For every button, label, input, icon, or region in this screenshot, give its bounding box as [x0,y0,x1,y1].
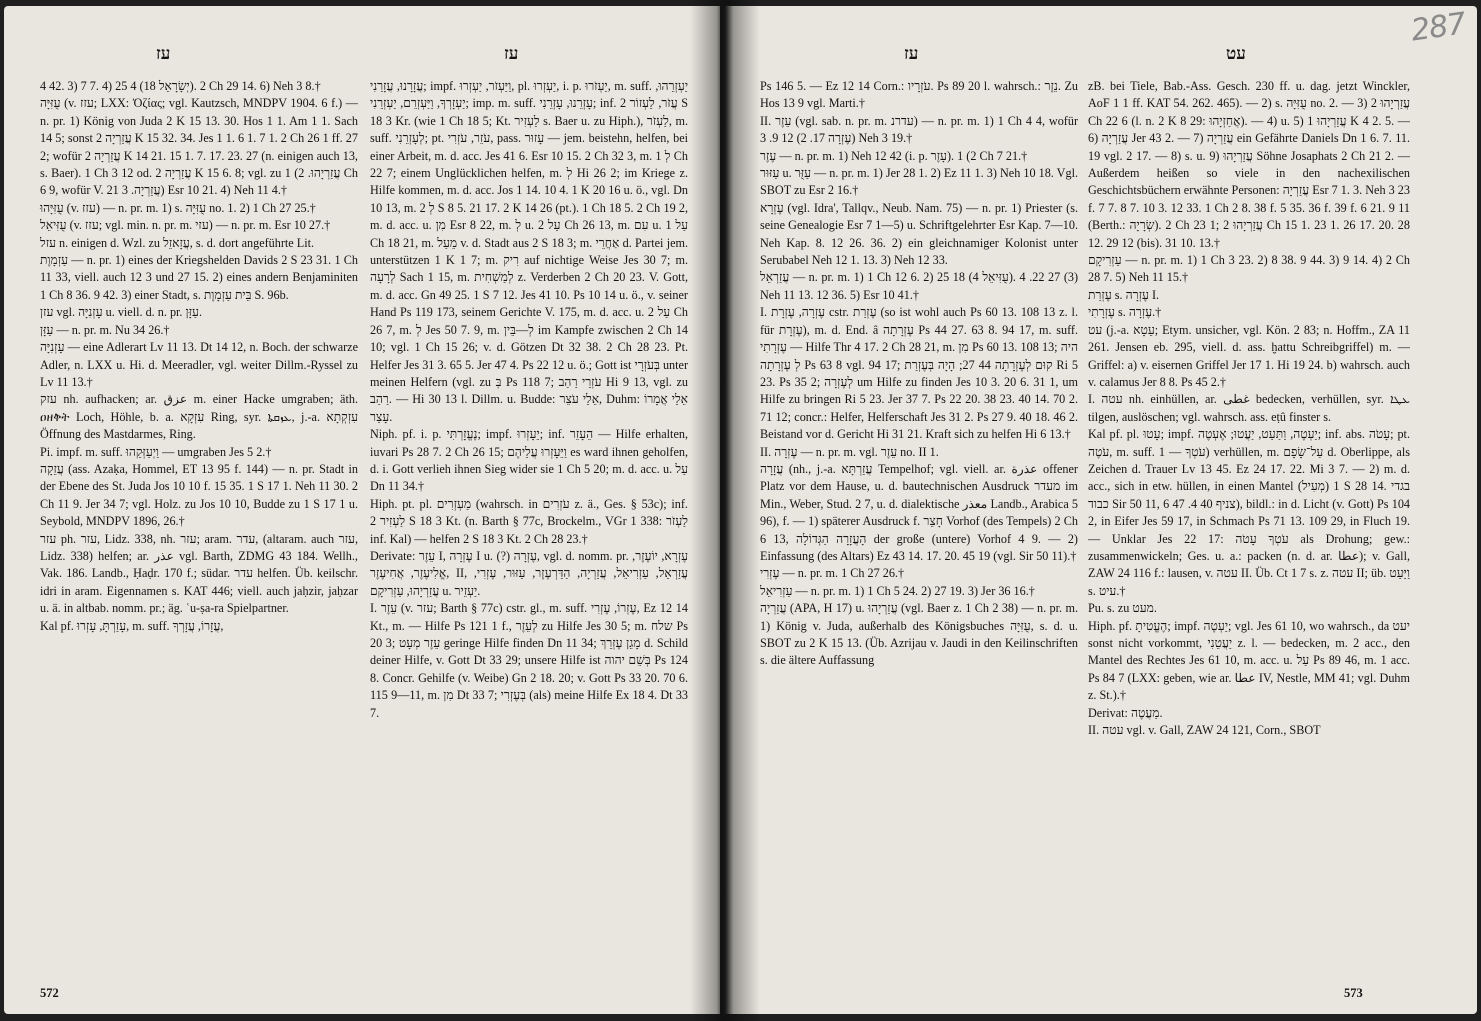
entry: Hiph. pf. הֶעֱטִיתָ; impf. יַעְטֶה; vgl. Jes 61 10, wo wahrsch., da יעט sonst nicht vorkommt, יַעֲטֵנִי z. l. — bedecken, m. 2 acc., den Mantel des Rechtes Jes 61 10, m. acc. u. עַל Ps 89 46, m. 1 acc. Ps 84 7 (LXX: geben, wie ar. عطا IV, Nestle, MM 41; vgl. Duhm z. St.).† [1088,618,1411,703]
entry: II. עֵזֶר (vgl. sab. n. pr. m. עדרנ) — n. pr. m. 1) 1 Ch 4 4, wofür עֶזְרָה 17. 2) 12 9. 3) Neh 3 19.† [760,113,1079,146]
entry: עֻזִּיאֵל (v. עזז; vgl. min. n. pr. m. עזי) — n. pr. m. Esr 10 27.† [40,218,331,233]
entry: Hiph. pt. pl. מַעְזְרִים (wahrsch. in עֹזְרִים z. ä., Ges. § 53c); inf. לַעְזִיר 2 S 18 3 Kt. (n. Barth § 77c, Brockelm., VGr 1 338: לַעְזֹר inf. Kal) — helfen 2 S 18 3 Kt. 2 Ch 28 23.† [370,496,688,546]
right-page-column-2 [1088,78,1410,739]
entry: Derivat: מַעֲטֶה. [1088,705,1163,720]
entry: עֲזַרְאֵל — n. pr. m. 1) 1 Ch 12 6. 2) 25 18 (4 עֻזִּיאֵל). 3) 27 22. 4) Neh 11 13. 12 36. 5) Esr 10 41.† [760,270,1079,302]
right-page [724,6,1477,1014]
entry: עֻזִּיָּה (v. עזז; LXX: Ὀζίας; vgl. Kautzsch, MNDPV 1904. 6 f.) — n. pr. 1) König von Juda 2 K 15 13. 30. Hos 1 1. Am 1 1. Sach 14 5; sonst עֲזַרְיָה 2 K 15 32. 34. Jes 1 1. 6 1. 7 1. 2 Ch 26 1 ff. 27 2; wofür עֲזַרְיָה 2 K 14 21. 15 1. 7. 17. 23. 27 (n. einigen auch 13, s. Baer). 1 Ch 3 12 od. עֲזַרְיָה 2 K 15 6. 8; vgl. zu עֲזַרְיָהוּ. 2) 1 Ch 6 9, wofür V. 21 עֲזַרְיָה. 3) Esr 10 21. 4) Neh 11 4.† [40,96,359,198]
entry: עַזְרִיקָם — n. pr. m. 1) 1 Ch 3 23. 2) 8 38. 9 44. 3) 9 14. 4) 2 Ch 28 7. 5) Neh 11 15.† [1088,253,1410,285]
entry: עֻזִּיָּהוּ (v. עזז) — n. pr. m. 1) s. עֻזִּיָּה no. 1. 2) 1 Ch 27 25.† [40,200,316,215]
entry: II. עטה vgl. v. Gall, ZAW 24 121, Corn., SBOT [1088,723,1321,738]
entry: עֶזְרִי — n. pr. m. 1 Ch 27 26.† [760,566,905,581]
left-page [4,6,720,1014]
left-page-column-2 [370,78,688,722]
entry: עֶזֶר — n. pr. m. 1) Neh 12 42 (i. p. עָזֶר). 2) 1 Ch 7 21.† [760,148,1028,163]
right-page-column-1 [760,78,1078,670]
entry: zB. bei Tiele, Bab.-Ass. Gesch. 230 ff. u. dag. jetzt Winckler, AoF 1 1 ff. KAT 54. 262. 465). — 2) s. עֻזִּיָּה no. 2. — 3) עֲזַרְיָהוּ 2 Ch 22 6 (l. n. 2 K 8 29: אֲחַזְיָהוּ). — 4) u. 5) עֲזַרְיָהוּ 1 K 4 2. 5. — 6) עֲזַרְיָה Jer 43 2. — 7) עֲזַרְיָה ein Gefährte Daniels Dn 1 6. 7. 11. 19 vgl. 2 17. — 8) s. u. 9) עֲזַרְיָהוּ Söhne Josaphats 2 Ch 21 2. — Außerdem heißen so viele in den nachexilischen Geschichtsbüchern erwähnte Personen: עֲזַרְיָה Esr 7 1. 3. Neh 3 23 f. 7 7. 8 7. 10 3. 12 33. 1 Ch 2 8. 38 f. 5 35. 36 f. 39 f. 6 21. 9 11 (Berth.: שְׂרָיָה). 2 Ch 23 1; עֲזַרְיָהוּ 2 Ch 15 1. 23 1. 26 17. 20. 28 12. 29 12 (bis). 31 10. 13.† [1088,79,1411,250]
left-page-header-left: עז [156,44,171,64]
entry: Derivate: עֵזֶר I, עֶזְרָה I u. (?) עֶזְרָה, vgl. d. nomm. pr. עֶזְרָא, יוֹעֶזֶר, אֱלִיעֶזֶר, אֲחִיעֶזֶר, II, עֲזַרְאֵל, עַזְרִיאֵל, עֲזַרְיָה, הַדַּרְעֶזֶר, עַזּוּר, עֶזְרִי, עֲזַרְיָהוּ, עַזְרִיקָם u. יַעְזֵיר. [370,548,689,598]
entry: II. עֶזְרָה — n. pr. m. vgl. עֵזֶר no. II 1. [760,444,939,459]
entry: עֲזָרָנוּ, עֲזָרַנִי; impf. וַיַּעְזֹר, יַעְזְרוּ, pl. יַעְזְרוּ, i. p. יַעְזֹרוּ, m. suff. יַעְזְרֵהוּ, יַעְזָרְךָ, וַיַּעְזְרֵם, יַעְזְרֵנִי; imp. m. suff. עָזְרֵנוּ, עָזְרֵנִי; inf. עֲזֹר, לַעְזוֹר 2 S 18 3 Kr. (wie 1 Ch 18 5; Kt. לַעְזִיר s. Baer u. zu Hiph.), לַעְזֹר, m. suff. לְעָזְרֵנִי; pt. עֹזֵר, עֹזְרִי, pass. עָזוּר — jem. beistehn, helfen, bei einer Arbeit, m. d. acc. Jes 41 6. Esr 10 15. 2 Ch 32 3, m. לְ 1 Ch 22 7; einem Unglücklichen helfen, m. לְ Hi 26 2; im Kriege z. Hilfe kommen, m. d. acc. Jos 1 14. 10 4. 1 K 20 16 u. ö., vgl. Dn 10 13, m. לְ 2 S 8 5. 21 17. 2 K 14 26 (pt.). 1 Ch 18 5. 2 Ch 19 2, m. d. acc. u. מִן Esr 8 22, m. לְ u. עַל 2 Ch 26 13, m. עִם u. עַל 1 Ch 18 21, m. מֵעַל v. d. Stadt aus 2 S 18 3; m. אַחֲרֵי d. Partei jem. unterstützen 1 K 1 7; m. רִיק auf nichtige Weise Jes 30 7; m. לְרָעָה Sach 1 15, m. לְמַשְׁחִית z. Verderben 2 Ch 20 23. V. Gott, m. d. acc. Gn 49 25. 1 S 7 12. Jes 41 10. Ps 10 14 u. ö., v. seiner Hand Ps 119 173, seinem Gerichte V. 175, m. d. acc. u. עַל 2 Ch 26 7, m. לְ Jes 50 7. 9, m. לְ—בֵּין im Kampfe zwischen 2 Ch 14 10; vgl. 1 Ch 15 26; v. d. Götzen Dt 32 38. 2 Ch 28 23. Pt. Helfer Jes 31 3. 65 5. Jer 47 4. Ps 22 12 u. ö.; Gott ist בְּעֹזְרָי unter meinen Helfern (vgl. zu בְּ Ps 118 7; עֹזְרֵי רַהַב Hi 9 13, vgl. zu רַהַב. — Hi 30 13 l. Dillm. u. Budde: אֵלֵי עֹצֵר, Duhm: אֵלֵי אֲמָרוֹ עָצַר. [370,79,689,424]
entry: Ps 146 5. — Ez 12 14 Corn.: עֹזְרָיו. Ps 89 20 l. wahrsch.: נֵזֶר. Zu Hos 13 9 vgl. Marti.† [760,79,1079,111]
entry: I. עֵזֶר (v. עזר; Barth § 77c) cstr. gl., m. suff. עֶזְרוֹ, עֶזְרִי, Ez 12 14 Kt., m. — Hilfe Ps 121 1 f., לְעֵזֶר zu Hilfe Jes 30 5; m. שלח Ps 20 3; עֵזֶר מְעָט geringe Hilfe finden Dn 11 34; מָגֵן עֶזְרֵךְ d. Schild deiner Hilfe, v. Gott Dt 33 29; unsere Hilfe ist בְּשֵׁם יהוה Ps 124 8. Concr. Gehilfe (v. Weibe) Gn 2 18. 20; v. Gott Ps 33 20. 70 6. 115 9—11, m. מִן Dt 33 7; בְּעֶזְרִי (als) meine Hilfe Ex 18 4. Dt 33 7. [370,601,689,720]
entry: עֲזֵקָה (ass. Azaḳa, Hommel, ET 13 95 f. 144) — n. pr. Stadt in der Ebene des St. Juda Jos 10 10 f. 15 35. 1 S 17 1. Neh 11 30. 2 Ch 11 9. Jer 34 7; vgl. Holz. zu Jos 10 10, Budde zu 1 S 17 1 u. Seybold, MNDPV 1896, 26.† [40,461,358,529]
left-page-column-1 [40,78,358,635]
entry: עַזְרִיאֵל — n. pr. m. 1) 1 Ch 5 24. 2) 27 19. 3) Jer 36 16.† [760,583,1035,598]
entry: עזק nh. aufhacken; ar. عزق m. einer Hacke umgraben; äth. ዐዘቅት Loch, Höhle, b. a. עִזְקָא Ring, syr. ܥܙܩܬܐ, j.-a. עִזְקְתָא Öffnung des Mastdarmes, Ring. [40,392,358,442]
entry: עט (j.-a. עֵטָא; Etym. unsicher, vgl. Kön. 2 83; n. Hoffm., ZA 11 261. Jensen eb. 295, viell. d. ass. ḫattu Schreibgriffel) m. — Griffel: a) v. eisernen Griffel Jer 17 1. Hi 19 24. b) wahrsch. auch v. calamus Jer 8 8. Ps 45 2.† [1088,322,1410,389]
entry: I. עֶזְרָה, עֶזְרָת cstr. עֶזְרַת (so ist wohl auch Ps 60 13. 108 13 z. l. für עֶזְרָת), m. d. End. â עֶזְרָתָה Ps 44 27. 63 8. 94 17, m. suff. עֶזְרָתִי — Hilfe Thr 4 17. 2 Ch 28 21, m. מִן Ps 60 13. 108 13; היה לְ עֶזְרָתָה Ps 63 8 vgl. 94 17; קוּם לְעֶזְרָתָה 44 27; הָיָה בְּעֶזְרַת Ri 5 23. Ps 35 2; לְעֶזְרָה um Hilfe zu finden Jes 10 3. 20 6. 31 1, um Hilfe zu bringen Ri 5 23. Jer 37 7. Ps 22 20. 38 23. 40 14. 70 2. 71 12; concr.: Helfer, Helferschaft Jes 31 2. Ps 27 9. 40 18. 46 2. Beistand vor d. Gericht Hi 31 21. Kraft sich zu helfen Hi 6 13.† [760,305,1079,442]
entry: עֲזָרָה (nh., j.-a. עֲזַרְתָּא Tempelhof; vgl. viell. ar. عذرة offener Platz vor dem Hause, u. d. bautechnischen Ausdruck מעדר im Min., Weber, Stud. 2 7, u. d. dialektische معذر Landb., Arabica 5 96), f. — 1) späterer Ausdruck f. חָצֵר Vorhof (des Tempels) 2 Ch 6 13, הָעֲזָרָה הַגְּדוֹלָה der große (untere) Vorhof 4 9. — 2) Einfassung (des Altars) Ez 43 14. 17. 20. 45 19 (vgl. Sir 50 11).† [760,461,1078,563]
right-page-number: 573 [1344,986,1363,1000]
entry: עזל n. einigen d. Wzl. zu עֲזָאזֵל, s. d. dort angeführte Lit. [40,235,315,250]
entry: 4 42. 3) 7 7. 4) 25 4 (18 יְשָׂרָאֵל). 2 Ch 29 14. 6) Neh 3 8.† [40,79,321,93]
archive-stamp: 287 [1408,6,1468,49]
entry: עזן vgl. עָזְנִיָּה u. viell. d. n. pr. עַזָּן. [40,305,202,320]
entry: Pi. impf. m. suff. וַיְעַזְּקֵהוּ — umgraben Jes 5 2.† [40,444,272,459]
entry: עזר ph. עזר, Lidz. 338, nh. עזר; aram. עדר, (altaram. auch עזר, Lidz. 338) helfen; ar. عذر vgl. Barth, ZDMG 43 184. Wellh., Vak. 186. Landb., Ḥaḍr. 170 f.; südar. עדר helfen. Üb. keilschr. idri in aram. Eigennamen s. KAT 446; viell. auch jaḥzir, jaḥzar u. ä. in altbab. nomm. pr.; äg. ʿu-ṣa-ra Spielpartner. [40,531,359,616]
left-page-number: 572 [40,986,59,1000]
entry: עַזָּן — n. pr. m. Nu 34 26.† [40,322,170,337]
entry: Kal pf. עָזַרְתָּ, עָזְרוּ, m. suff. עֲזָרוֹ, עֲזָרְךָ, [40,618,224,633]
right-page-header-left: עז [904,44,919,64]
entry: עַזּוּר u. עַזֻּר — n. pr. m. 1) Jer 28 1. 2) Ez 11 1. 3) Neh 10 18. Vgl. SBOT zu Esr 2 16.† [760,166,1079,198]
left-page-header-right: עז [504,44,519,64]
entry: עֲזַרְיָה (APA, H 17) u. עֲזַרְיָהוּ (vgl. Baer z. 1 Ch 2 38) — n. pr. m. 1) König v. Juda, außerhalb des Königsbuches עֻזִּיָּה, s. d. u. SBOT zu 2 K 15 13. (Üb. Azrijau v. Jaudi in den Keilinschriften s. die ältere Auffassung [760,601,1078,668]
entry: I. עטה nh. einhüllen, ar. غطى bedecken, verhüllen, syr. ܥܛܐ tilgen, auslöschen; vgl. wahrsch. ass. eṭû finster s. [1088,392,1410,424]
entry: עֶזְרָתִי s. עֶזְרָה.† [1088,305,1162,320]
entry: עַזְמָוֶת — n. pr. 1) eines der Kriegshelden Davids 2 S 23 31. 1 Ch 11 33, viell. auch 12 3 und 27 15. 2) eines andern Benjaminiten 1 Ch 8 36. 9 42. 3) einer Stadt, s. בֵּית עַזְמָוֶת S. 96b. [40,253,358,302]
entry: עֶזְרַת s. עֶזְרָה I. [1088,287,1160,302]
right-page-header-right: עט [1226,44,1246,64]
entry: Niph. pf. i. p. נֶעֱזָרְתִּי; impf. יֵעָזְרוּ; inf. הֵעָזֵר — Hilfe erhalten, iuvari Ps 28 7. 2 Ch 26 15; וַיֵּעָזְרוּ עֲלֵיהֶם es ward ihnen geholfen, d. i. Gott verlieh ihnen Sieg wider sie 1 Ch 5 20; m. d. acc. u. עַל Dn 11 34.† [370,427,689,494]
entry: עֶזְרָא (vgl. Idra', Tallqv., Neub. Nam. 75) — n. pr. 1) Priester (s. seine Genealogie Esr 7 1—5) u. Schriftgelehrter Esr Kap. 7—10. Neh Kap. 8. 12 26. 36. 2) ein gleichnamiger Kolonist unter Serubabel Neh 12 1. 13. 3) Neh 12 33. [760,200,1078,268]
entry: Pu. s. zu מעט. [1088,601,1157,616]
entry: עָזְנִיָּה — eine Adlerart Lv 11 13. Dt 14 12, n. Boch. der schwarze Adler, n. LXX u. Hi. d. Meeradler, vgl. weiter Dillm.-Ryssel zu Lv 11 13.† [40,340,358,389]
entry: Kal pf. pl. עָטוּ; impf. יַעְטֶה, וַתַּעַט, יַעֲטוּ; אֶעְטֶה; inf. abs. עָטֹה; pt. עֹטֶה, m. suff. עֹטְךָ — 1) verhüllen, m. עַל־שָׂפָם d. Oberlippe, als Zeichen d. Trauer Lv 13 45. Ez 24 17. 22. Mi 3 7. — 2) m. d. acc., sich in etw. hüllen, in einen Mantel (מְעִיל) 1 S 28 14. בגדי כבוד Sir 50 11, צניף 40 4. 47 6), bildl.: in d. Licht (v. Gott) Ps 104 2, in Eifer Jes 59 17, in Schmach Ps 71 13. 109 29, in Fluch 19. — Unklar Jes 22 17: עֹטְךָ עָטֹה als Drohung; gew.: zusammenwickeln; Ges. u. a.: packen (n. d. ar. عطا); v. Gall, ZAW 24 116 f.: lausen, v. עטה II. Üb. Ct 1 7 s. z. עטה II; üb. וַיַּעַט s. עיט.† [1088,427,1411,598]
